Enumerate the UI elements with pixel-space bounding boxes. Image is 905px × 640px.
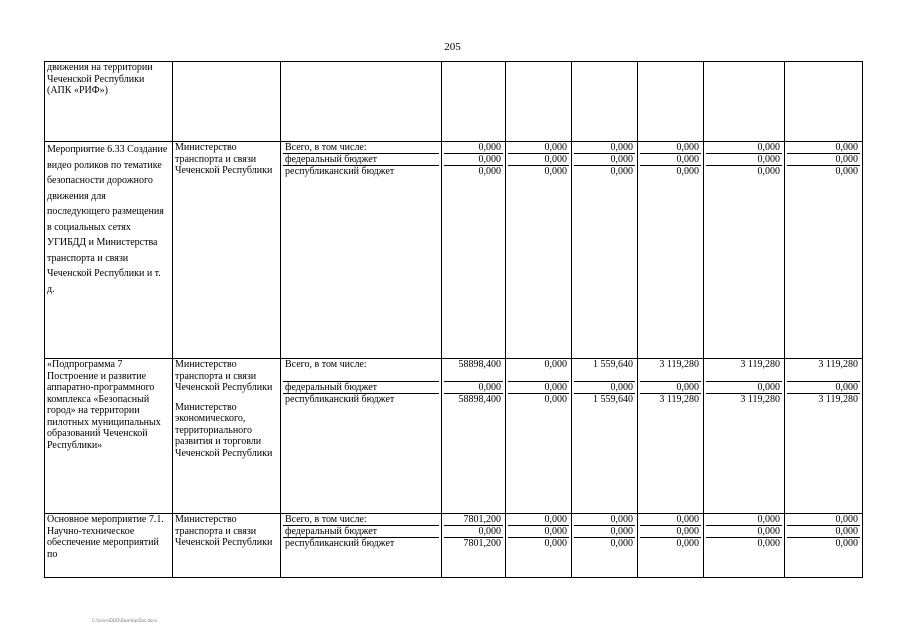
value-republic: 0,000 bbox=[676, 166, 699, 177]
value-total: 0,000 bbox=[508, 359, 569, 382]
value-cell bbox=[442, 142, 506, 359]
value-republic: 58898,400 bbox=[458, 394, 501, 405]
value-total: 3 119,280 bbox=[787, 359, 860, 382]
value-federal: 0,000 bbox=[640, 526, 701, 538]
value-total: 3 119,280 bbox=[640, 359, 701, 382]
value-cell bbox=[638, 514, 704, 578]
value-federal: 0,000 bbox=[787, 154, 860, 166]
value-republic: 0,000 bbox=[544, 394, 567, 405]
value-federal: 0,000 bbox=[508, 154, 569, 166]
value-federal: 0,000 bbox=[574, 526, 635, 538]
value-cell bbox=[638, 62, 704, 142]
value-federal: 0,000 bbox=[444, 526, 503, 538]
responsible-cell bbox=[173, 62, 281, 142]
measure-name-cell: Мероприятие 6.33 Создание видео роликов по тематике безопасности дорожного движения для последующего размещения в социальных сетях УГИБДД и Министерства транспорта и связи Чеченской Республики и т. д. bbox=[45, 142, 173, 359]
value-total: 0,000 bbox=[706, 142, 782, 154]
source-cell bbox=[281, 62, 442, 142]
responsible-primary: Министерство транспорта и связи Чеченской Республики bbox=[175, 359, 273, 393]
value-federal: 0,000 bbox=[574, 382, 635, 394]
value-total: 0,000 bbox=[640, 514, 701, 526]
value-total: 0,000 bbox=[508, 514, 569, 526]
value-cell bbox=[572, 359, 638, 514]
value-cell bbox=[638, 359, 704, 514]
value-total: 0,000 bbox=[508, 142, 569, 154]
value-republic: 3 119,280 bbox=[818, 394, 858, 405]
responsible-cell: Министерство транспорта и связи Чеченской Республики bbox=[173, 142, 281, 359]
value-cell bbox=[506, 514, 572, 578]
value-republic: 3 119,280 bbox=[740, 394, 780, 405]
value-federal: 0,000 bbox=[706, 382, 782, 394]
value-total: 0,000 bbox=[574, 142, 635, 154]
value-total: 0,000 bbox=[787, 142, 860, 154]
value-republic: 0,000 bbox=[835, 538, 858, 549]
page-number: 205 bbox=[444, 41, 461, 53]
value-cell bbox=[506, 62, 572, 142]
value-republic: 0,000 bbox=[835, 166, 858, 177]
value-cell bbox=[704, 62, 785, 142]
value-cell bbox=[638, 142, 704, 359]
value-federal: 0,000 bbox=[640, 154, 701, 166]
value-federal: 0,000 bbox=[574, 154, 635, 166]
source-federal: федеральный бюджет bbox=[283, 382, 439, 394]
value-cell bbox=[785, 359, 863, 514]
value-federal: 0,000 bbox=[508, 382, 569, 394]
source-republic: республиканский бюджет bbox=[285, 538, 395, 549]
value-cell bbox=[572, 62, 638, 142]
measure-name-cell: «Подпрограмма 7 Построение и развитие аппаратно-программного комплекса «Безопасный город» на территории пилотных муниципальных образований Чеченской Республики» bbox=[45, 359, 173, 514]
value-federal: 0,000 bbox=[787, 526, 860, 538]
value-republic: 0,000 bbox=[544, 166, 567, 177]
responsible-secondary: Министерство экономического, территориального развития и торговли Чеченской Республики bbox=[175, 401, 273, 459]
value-federal: 0,000 bbox=[706, 526, 782, 538]
measure-name-cell: Основное мероприятие 7.1. Научно-техническое обеспечение мероприятий по bbox=[45, 514, 173, 578]
value-total: 7801,200 bbox=[444, 514, 503, 526]
table-row bbox=[45, 62, 863, 142]
value-cell bbox=[704, 514, 785, 578]
value-cell bbox=[785, 514, 863, 578]
responsible-cell bbox=[173, 359, 281, 514]
source-federal: федеральный бюджет bbox=[283, 154, 439, 166]
responsible-cell: Министерство транспорта и связи Чеченской Республики bbox=[173, 514, 281, 578]
value-republic: 0,000 bbox=[757, 166, 780, 177]
value-cell bbox=[704, 359, 785, 514]
value-republic: 0,000 bbox=[478, 166, 501, 177]
measure-name-cell: движения на территории Чеченской Республики (АПК «РИФ») bbox=[45, 62, 173, 142]
source-federal: федеральный бюджет bbox=[283, 526, 439, 538]
value-cell bbox=[572, 142, 638, 359]
value-cell bbox=[442, 359, 506, 514]
value-federal: 0,000 bbox=[444, 154, 503, 166]
value-total: 0,000 bbox=[444, 142, 503, 154]
value-republic: 0,000 bbox=[676, 538, 699, 549]
table-row bbox=[45, 359, 863, 514]
value-federal: 0,000 bbox=[640, 382, 701, 394]
value-federal: 0,000 bbox=[706, 154, 782, 166]
table-row bbox=[45, 142, 863, 359]
value-cell bbox=[442, 514, 506, 578]
value-cell bbox=[785, 62, 863, 142]
value-total: 0,000 bbox=[640, 142, 701, 154]
value-republic: 3 119,280 bbox=[659, 394, 699, 405]
value-cell bbox=[572, 514, 638, 578]
table-row bbox=[45, 514, 863, 578]
value-cell bbox=[506, 359, 572, 514]
value-republic: 0,000 bbox=[610, 538, 633, 549]
program-table bbox=[44, 61, 863, 578]
value-republic: 0,000 bbox=[757, 538, 780, 549]
value-cell bbox=[442, 62, 506, 142]
value-total: 0,000 bbox=[787, 514, 860, 526]
value-cell bbox=[704, 142, 785, 359]
value-total: 3 119,280 bbox=[706, 359, 782, 382]
value-total: 1 559,640 bbox=[574, 359, 635, 382]
value-cell bbox=[506, 142, 572, 359]
source-total: Всего, в том числе: bbox=[283, 142, 439, 154]
value-federal: 0,000 bbox=[787, 382, 860, 394]
source-total: Всего, в том числе: bbox=[283, 359, 439, 382]
value-republic: 0,000 bbox=[610, 166, 633, 177]
source-cell bbox=[281, 359, 442, 514]
source-republic: республиканский бюджет bbox=[285, 394, 395, 405]
value-total: 0,000 bbox=[706, 514, 782, 526]
footer-file-path: C:\Users\DDD\Desktop\Doc.docx bbox=[92, 618, 158, 623]
source-total: Всего, в том числе: bbox=[283, 514, 439, 526]
source-cell bbox=[281, 142, 442, 359]
value-republic: 7801,200 bbox=[463, 538, 501, 549]
value-cell bbox=[785, 142, 863, 359]
value-federal: 0,000 bbox=[444, 382, 503, 394]
source-cell bbox=[281, 514, 442, 578]
value-republic: 1 559,640 bbox=[593, 394, 633, 405]
value-republic: 0,000 bbox=[544, 538, 567, 549]
value-federal: 0,000 bbox=[508, 526, 569, 538]
value-total: 0,000 bbox=[574, 514, 635, 526]
source-republic: республиканский бюджет bbox=[285, 166, 395, 177]
value-total: 58898,400 bbox=[444, 359, 503, 382]
